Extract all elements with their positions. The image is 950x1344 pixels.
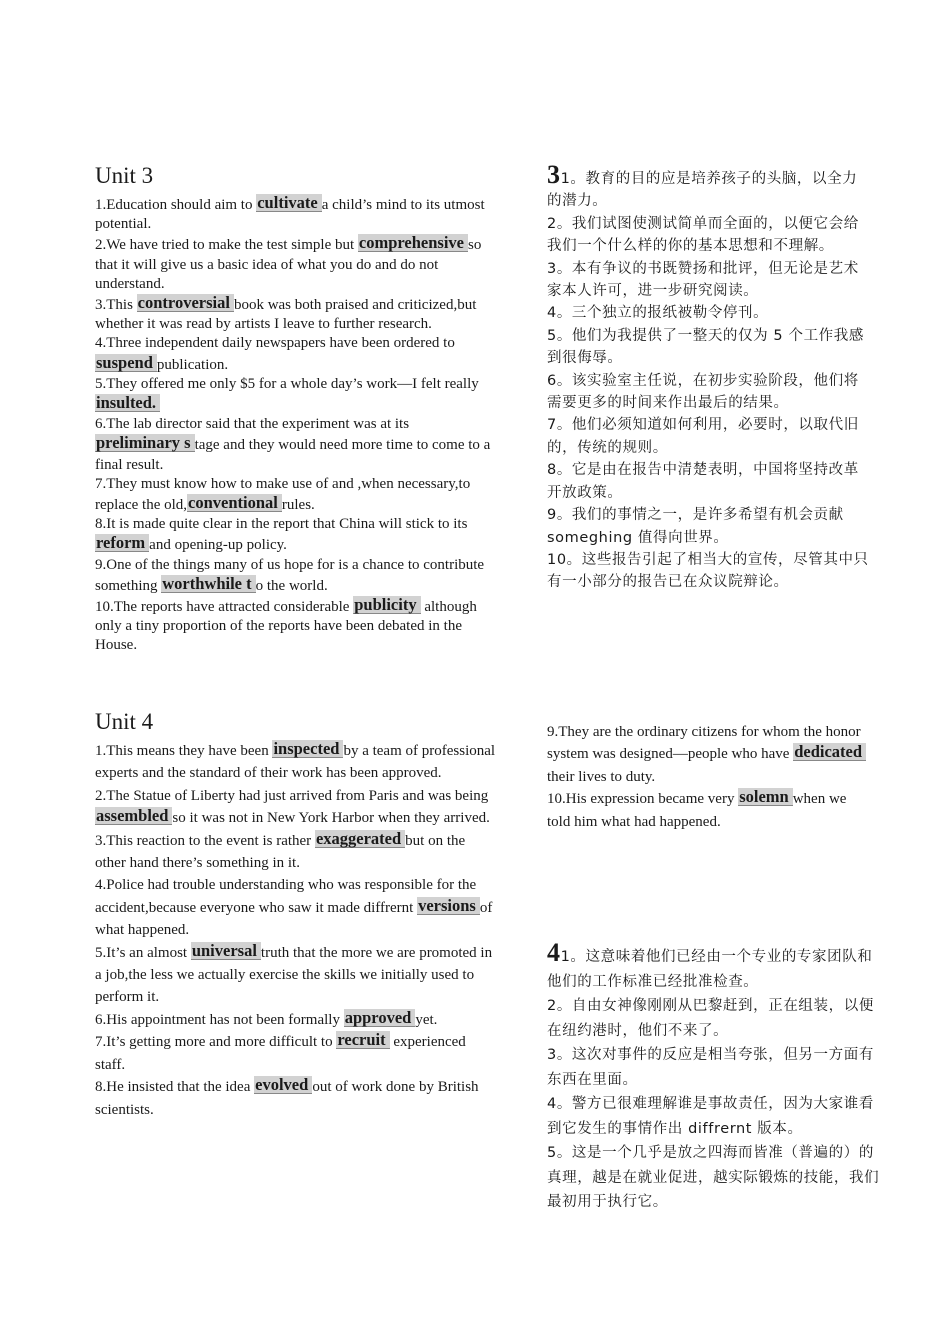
sentence-text: 3.This <box>95 297 137 314</box>
translation-line: 3。本有争议的书既赞扬和批评，但无论是艺术家本人许可，进一步研究阅读。 <box>547 260 859 300</box>
sentence-text: 5.They offered me only $5 for a whole day’s work—I felt really <box>95 375 479 392</box>
sentence-text: 1.Education should aim to <box>95 197 257 213</box>
sentence-item <box>95 556 503 596</box>
sentence-item <box>95 415 503 475</box>
sentence-item <box>95 942 499 1009</box>
sentence-item <box>547 788 867 833</box>
answer-word: comprehensive <box>358 234 468 252</box>
translation-line: 2。我们试图使测试简单而全面的，以便它会给我们一个什么样的你的基本思想和不理解。 <box>547 215 859 255</box>
sentence-text: 7.It’s getting more and more difficult to <box>95 1034 337 1051</box>
sentence-text: 7.They must know how to make use of and ,when necessary,to replace the old, <box>95 475 471 514</box>
translation-line: 4。三个独立的报纸被勒令停刊。 <box>547 305 769 322</box>
sentence-text: 10.His expression became very <box>547 791 739 808</box>
answer-word: publicity <box>353 596 420 614</box>
answer-word: recruit <box>336 1031 389 1049</box>
sentence-item <box>95 596 503 656</box>
sentence-text: when we told him what had happened. <box>547 791 847 830</box>
answer-word: evolved <box>254 1076 312 1094</box>
sentence-item <box>95 234 503 294</box>
sentence-item <box>95 475 503 515</box>
translation-line: 6。该实验室主任说，在初步实验阶段，他们将需要更多的时间来作出最后的结果。 <box>547 372 859 412</box>
sentence-text: but on the other hand there’s something in it. <box>95 832 466 872</box>
unit3-title: Unit 3 <box>95 163 154 188</box>
translation-line: 5。这是一个几乎是放之四海而皆准（普遍的）的真理，越是在就业促进，越实际锻炼的技能，我们最初用于执行它。 <box>547 1145 880 1210</box>
sentence-text: 2.The Statue of Liberty had just arrived from Paris and was being <box>95 787 489 804</box>
sentence-text: 3.This reaction to the event is rather <box>95 832 315 849</box>
answer-word: controversial <box>137 294 234 312</box>
sentence-text: 6.His appointment has not been formally <box>95 1011 344 1028</box>
translation-line: 5。他们为我提供了一整天的仅为 5 个工作我感到很侮辱。 <box>547 327 864 367</box>
unit4-items <box>95 740 499 1121</box>
sentence-item <box>95 294 503 334</box>
sentence-text: of what happened. <box>95 899 493 939</box>
translation-line: 4。警方已很难理解谁是事故责任，因为大家谁看到它发生的事情作出 diffrernt 版本。 <box>547 1096 874 1137</box>
sentence-text: 1.This means they have been <box>95 743 273 759</box>
sentence-text: out of work done by British scientists. <box>95 1079 479 1118</box>
sentence-item <box>95 515 503 555</box>
sentence-text: 2.We have tried to make the test simple but <box>95 237 358 254</box>
sentence-text: publication. <box>156 356 229 373</box>
answer-word: exaggerated <box>315 830 405 848</box>
sentence-text: their lives to duty. <box>547 768 656 785</box>
answer-word: inspected <box>272 740 343 758</box>
answer-word: preliminary s <box>95 434 195 452</box>
translation-line: 10。这些报告引起了相当大的宣传，尽管其中只有一小部分的报告已在众议院辩论。 <box>547 551 869 591</box>
answer-word: conventional <box>187 494 282 512</box>
unit4-items-right <box>547 721 867 833</box>
answer-word: cultivate <box>256 194 321 212</box>
unit4-english <box>95 708 499 1121</box>
sentence-text: 8.He insisted that the idea <box>95 1079 255 1096</box>
sentence-item <box>547 721 867 788</box>
answer-word: reform <box>95 534 149 552</box>
sentence-item <box>95 830 499 875</box>
translation-line: 1。这意味着他们已经由一个专业的专家团队和他们的工作标准已经批准检查。 <box>547 949 873 990</box>
answer-word: insulted. <box>95 394 160 412</box>
sentence-text: so it was not in New York Harbor when they arrived. <box>172 810 490 827</box>
sentence-text: by a team of professional experts and the standard of their work has been approved. <box>95 743 496 782</box>
sentence-item <box>95 334 503 374</box>
sentence-text: 5.It’s an almost <box>95 944 191 961</box>
sentence-text: 8.It is made quite clear in the report that China will stick to its <box>95 516 468 533</box>
unit4-english-continued <box>547 721 867 833</box>
answer-word: suspend <box>95 354 157 372</box>
sentence-text: 4.Police had trouble understanding who was responsible for the accident,because everyone who saw it made diffrernt <box>95 877 477 916</box>
sentence-text: although only a tiny proportion of the reports have been debated in the House. <box>95 599 477 654</box>
answer-word: universal <box>191 942 261 960</box>
sentence-text: tage and they would need more time to come to a final result. <box>95 437 491 473</box>
sentence-text: experienced staff. <box>95 1034 466 1073</box>
sentence-text: 9.One of the things many of us hope for is a chance to contribute something <box>95 556 485 594</box>
translation-line: 3。这次对事件的反应是相当夸张，但另一方面有东西在里面。 <box>547 1047 874 1088</box>
answer-word: assembled <box>95 807 172 825</box>
answer-word: solemn <box>738 788 793 806</box>
sentence-text: rules. <box>281 497 315 514</box>
translation-line: 1。教育的目的应是培养孩子的头脑，以全力的潜力。 <box>547 171 858 210</box>
translation-line: 7。他们必须知道如何利用，必要时，以取代旧的，传统的规则。 <box>547 417 859 456</box>
sentence-item <box>95 194 503 234</box>
sentence-item <box>95 1031 499 1076</box>
translation-line: 9。我们的事情之一，是许多希望有机会贡献 someghing 值得向世界。 <box>547 507 844 546</box>
sentence-text: so that it will give us a basic idea of what you do and do not understand. <box>95 237 482 292</box>
unit3-chinese <box>547 160 871 594</box>
sentence-text: truth that the more we are promoted in a job,the less we actually exercise the skills we initially used to perform it. <box>95 944 493 1006</box>
sentence-text: yet. <box>415 1011 438 1028</box>
sentence-text: 10.The reports have attracted considerable <box>95 599 354 616</box>
sentence-item <box>95 874 499 941</box>
sentence-item <box>95 740 499 785</box>
unit4-chinese-number: 4 <box>547 938 561 967</box>
unit3-english <box>95 162 503 656</box>
unit3-items <box>95 194 503 656</box>
sentence-text: 4.Three independent daily newspapers have been ordered to <box>95 335 455 352</box>
unit4-chinese <box>547 938 887 1215</box>
answer-word: worthwhile t <box>161 575 255 593</box>
sentence-item <box>95 785 499 830</box>
sentence-item <box>95 1009 499 1031</box>
sentence-text: and opening-up policy. <box>149 537 287 554</box>
unit4-title: Unit 4 <box>95 709 154 734</box>
sentence-item <box>95 1076 499 1121</box>
sentence-text: a child’s mind to its utmost potential. <box>95 197 485 233</box>
sentence-text: book was both praised and criticized,but whether it was read by artists I leave to further research. <box>95 297 477 333</box>
unit3-chinese-items <box>547 171 869 590</box>
unit3-chinese-number: 3 <box>547 160 561 189</box>
translation-line: 2。自由女神像刚刚从巴黎赶到，正在组装，以便在纽约港时，他们不来了。 <box>547 998 874 1039</box>
answer-word: approved <box>344 1009 416 1027</box>
translation-line: 8。它是由在报告中清楚表明，中国将坚持改革开放政策。 <box>547 462 859 501</box>
sentence-text: 9.They are the ordinary citizens for whom the honor system was designed—people who have <box>547 724 861 763</box>
sentence-item <box>95 375 503 415</box>
sentence-text: o the world. <box>255 577 328 594</box>
answer-word: dedicated <box>793 743 866 761</box>
answer-word: versions <box>417 897 480 915</box>
unit4-chinese-items <box>547 949 879 1210</box>
sentence-text: 6.The lab director said that the experiment was at its <box>95 416 410 433</box>
